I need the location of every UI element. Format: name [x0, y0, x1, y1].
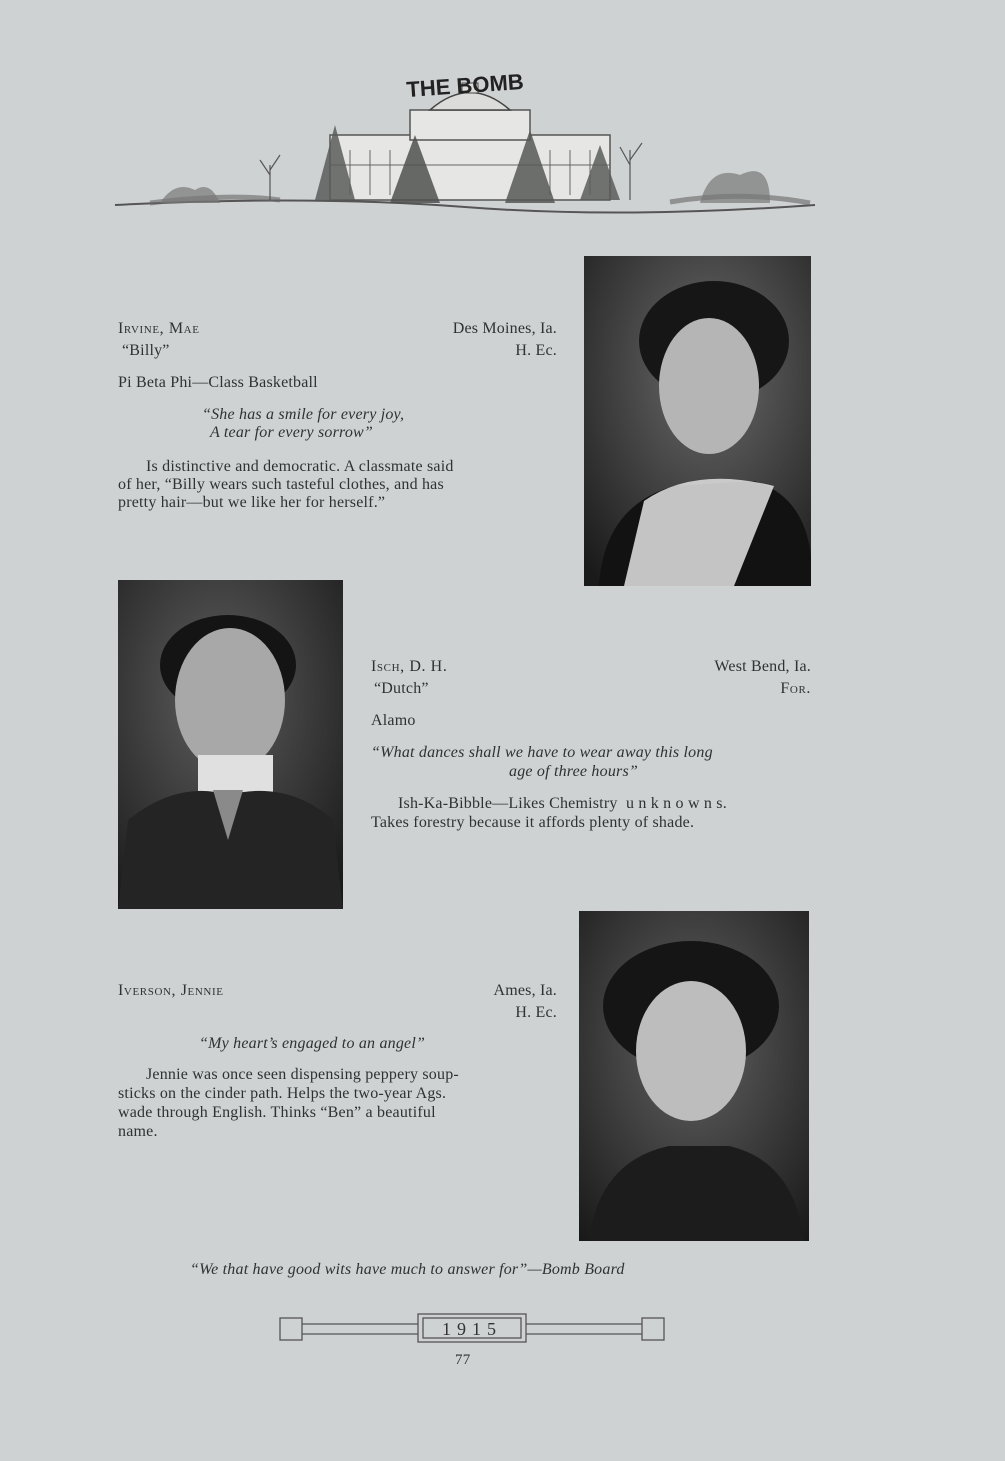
campus-building-illustration: [110, 55, 820, 220]
entry-description-line: Is distinctive and democratic. A classmate said: [146, 458, 454, 475]
entry-quote-line: “My heart’s engaged to an angel”: [199, 1035, 426, 1052]
portrait-photo-iverson: [579, 911, 809, 1241]
entry-description-line: Takes forestry because it affords plenty of shade.: [371, 814, 695, 831]
entry-quote-line: “She has a smile for every joy,: [202, 406, 405, 423]
entry-description-line: wade through English. Thinks “Ben” a beautiful: [118, 1104, 436, 1121]
portrait-photo-irvine: [584, 256, 811, 586]
year-text: 1915: [442, 1319, 502, 1339]
portrait-photo-isch: [118, 580, 343, 909]
entry-activities: Alamo: [371, 712, 416, 729]
entry-quote-line: age of three hours”: [509, 763, 638, 780]
entry-description-line: sticks on the cinder path. Helps the two-year Ags.: [118, 1085, 447, 1102]
entry-hometown: Des Moines, Ia.: [452, 320, 557, 337]
entry-name: Iverson, Jennie: [118, 982, 224, 999]
entry-description-line: Ish-Ka-Bibble—Likes Chemistry u n k n o w n s.: [398, 795, 727, 812]
entry-description-line: Jennie was once seen dispensing peppery soup-: [146, 1066, 459, 1083]
entry-description-line: name.: [118, 1123, 158, 1140]
entry-quote-line: A tear for every sorrow”: [210, 424, 374, 441]
footer-quote: “We that have good wits have much to answer for”—Bomb Board: [190, 1261, 625, 1278]
entry-nickname: “Billy”: [122, 342, 170, 359]
entry-description-line: pretty hair—but we like her for herself.”: [118, 494, 386, 511]
entry-name: Isch, D. H.: [371, 658, 448, 675]
header-illustration: [110, 55, 820, 220]
entry-description-line: of her, “Billy wears such tasteful clothes, and has: [118, 476, 444, 493]
year-banner: [278, 1310, 666, 1346]
entry-course: For.: [780, 680, 811, 697]
entry-hometown: Ames, Ia.: [493, 982, 557, 999]
year-banner-ornament: [278, 1310, 666, 1346]
header-title: THE BOMB: [405, 68, 525, 103]
entry-name: Irvine, Mae: [118, 320, 200, 337]
entry-quote-line: “What dances shall we have to wear away this long: [371, 744, 713, 761]
page-number: 77: [455, 1352, 471, 1368]
entry-hometown: West Bend, Ia.: [714, 658, 811, 675]
entry-course: H. Ec.: [515, 342, 557, 359]
entry-activities: Pi Beta Phi—Class Basketball: [118, 374, 318, 391]
entry-nickname: “Dutch”: [374, 680, 429, 697]
entry-course: H. Ec.: [515, 1004, 557, 1021]
